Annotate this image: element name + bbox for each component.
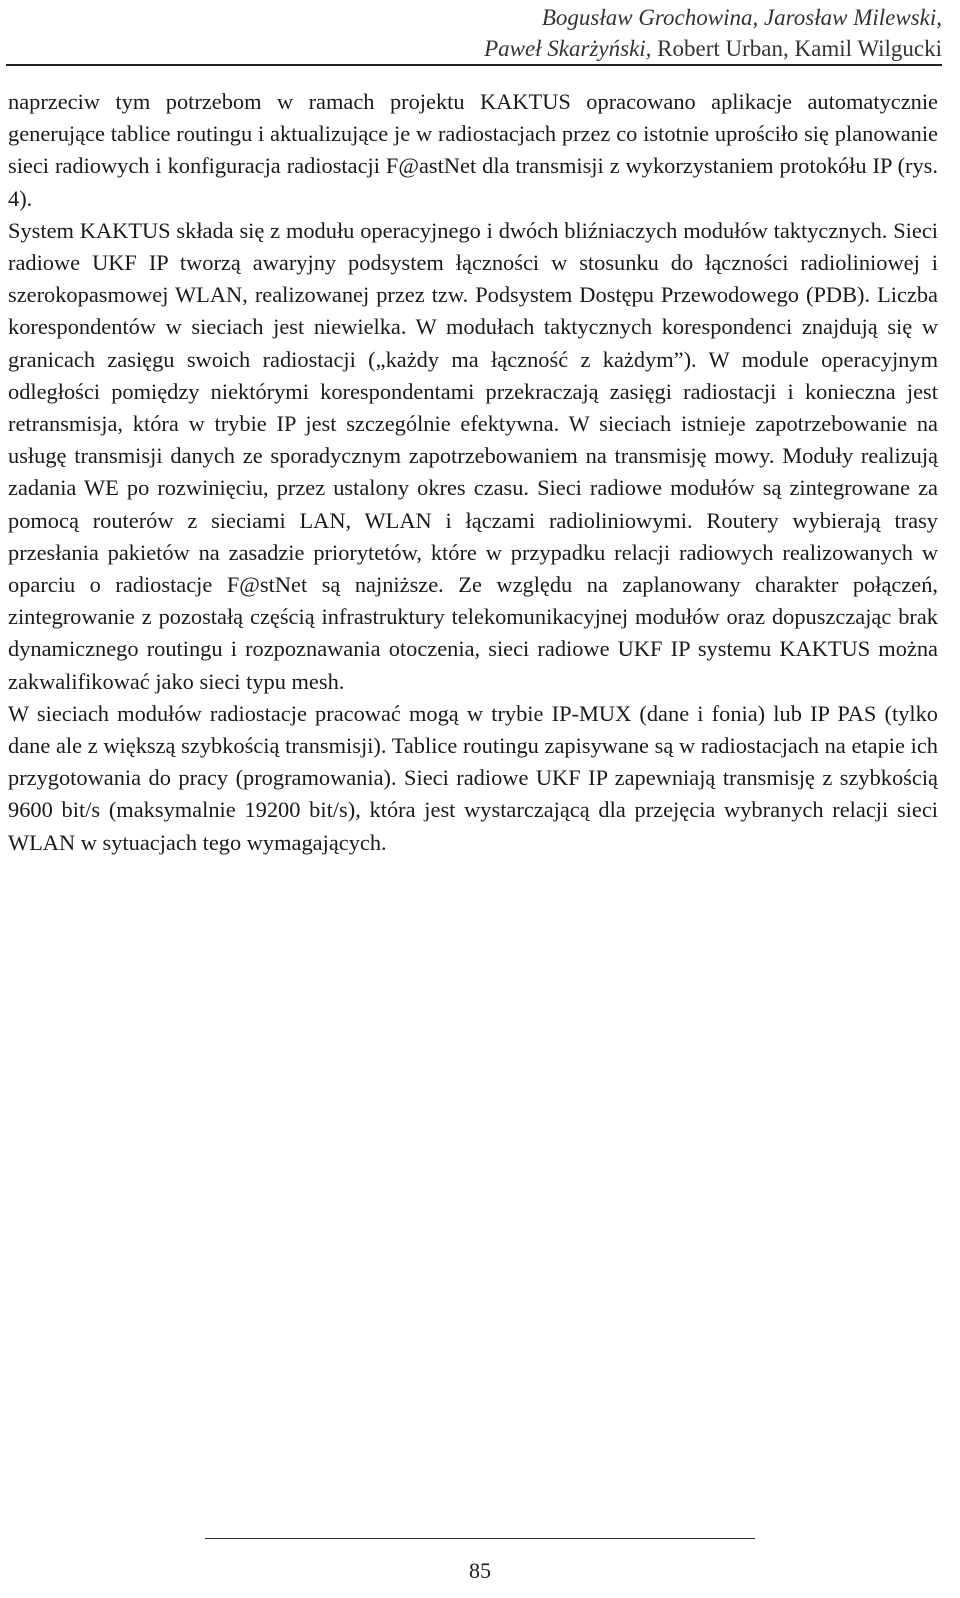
page-number: 85 xyxy=(469,1558,491,1583)
paragraph: W sieciach modułów radiostacje pracować mogą w trybie IP-MUX (dane i fonia) lub IP PAS (tylko dane ale z większą szybkością transmisji). Tablice routingu zapisywane są w radiostacjach na etapie ich przygotowania do pracy (programowania). Sieci radiowe UKF IP zapewniają transmisję z szybkością 9600 bit/s (maksymalnie 19200 bit/s), która jest wystarczającą dla przejęcia wybranych relacji sieci WLAN w sytuacjach tego wymagających. xyxy=(8,700,938,855)
header-authors-line-1: Bogusław Grochowina, Jarosław Milewski, xyxy=(541,5,942,30)
header-authors-line-2 xyxy=(484,33,942,64)
header-author-italic: Paweł Skarżyński, xyxy=(484,36,652,61)
paragraph: naprzeciw tym potrzebom w ramach projektu KAKTUS opracowano aplikacje automatycznie generujące tablice routingu i aktualizujące je w radiostacjach przez co istotnie uprościło się planowanie sieci radiowych i konfiguracja radiostacji F@astNet dla transmisji z wykorzystaniem protokółu IP (rys. 4). xyxy=(8,89,938,211)
paragraph: System KAKTUS składa się z modułu operacyjnego i dwóch bliźniaczych modułów taktycznych. Sieci radiowe UKF IP tworzą awaryjny podsystem łączności w stosunku do łączności radioliniowej i szerokopasmowej WLAN, realizowanej przez tzw. Podsystem Dostępu Przewodowego (PDB). Liczba korespondentów w sieciach jest niewielka. W modułach taktycznych korespondenci znajdują się w granicach zasięgu swoich radiostacji („każdy ma łączność z każdym”). W module operacyjnym odległości pomiędzy niektórymi korespondentami przekraczają zasięgi radiostacji i konieczna jest retransmisja, która w trybie IP jest szczególnie efektywna. W sieciach istnieje zapotrzebowanie na usługę transmisji danych ze sporadycznym zapotrzebowaniem na transmisję mowy. Moduły realizują zadania WE po rozwinięciu, przez ustalony okres czasu. Sieci radiowe modułów są zintegrowane za pomocą routerów z sieciami LAN, WLAN i łączami radioliniowymi. Routery wybierają trasy przesłania pakietów na zasadzie priorytetów, które w przypadku relacji radiowych realizowanych w oparciu o radiostacje F@stNet są najniższe. Ze względu na zaplanowany charakter połączeń, zintegrowanie z pozostałą częścią infrastruktury telekomunikacyjnej modułów oraz dopuszczając brak dynamicznego routingu i rozpoznawania otoczenia, sieci radiowe UKF IP systemu KAKTUS można zakwalifikować jako sieci typu mesh. xyxy=(8,217,938,694)
body-text xyxy=(8,86,938,859)
running-header xyxy=(484,2,942,64)
footer-rule xyxy=(205,1538,755,1539)
header-rule xyxy=(6,64,942,66)
header-authors-plain: Robert Urban, Kamil Wilgucki xyxy=(657,36,942,61)
